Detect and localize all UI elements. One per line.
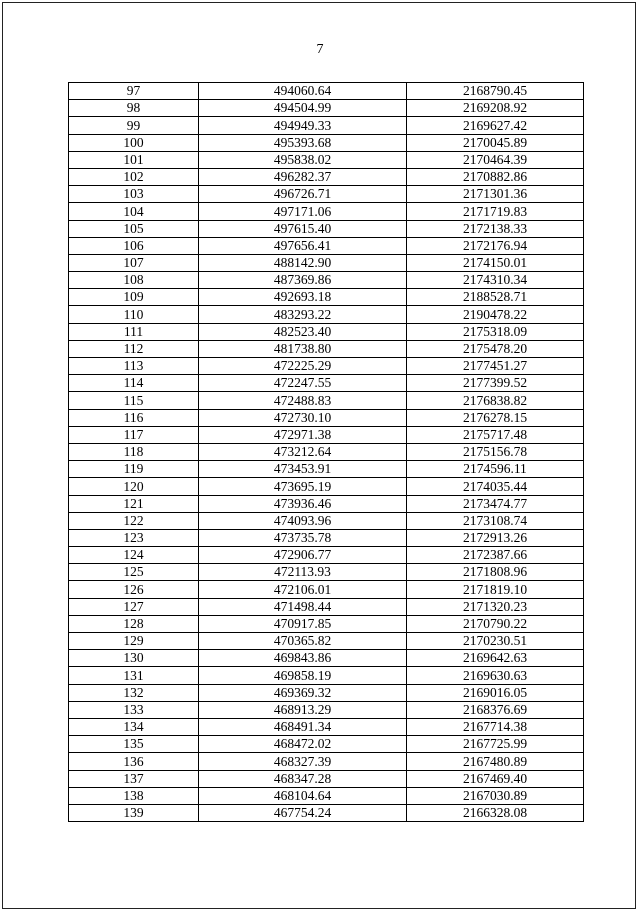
x-coordinate-cell: 468491.34 — [199, 718, 407, 735]
point-number-cell: 135 — [69, 736, 199, 753]
table-row — [69, 151, 584, 168]
y-coordinate-cell: 2171819.10 — [407, 581, 584, 598]
y-coordinate-cell: 2175156.78 — [407, 443, 584, 460]
point-number-cell: 116 — [69, 409, 199, 426]
x-coordinate-cell: 494949.33 — [199, 117, 407, 134]
x-coordinate-cell: 473936.46 — [199, 495, 407, 512]
x-coordinate-cell: 495393.68 — [199, 134, 407, 151]
point-number-cell: 117 — [69, 426, 199, 443]
y-coordinate-cell: 2169642.63 — [407, 650, 584, 667]
x-coordinate-cell: 472488.83 — [199, 392, 407, 409]
x-coordinate-cell: 497656.41 — [199, 237, 407, 254]
table-row — [69, 289, 584, 306]
table-row — [69, 272, 584, 289]
x-coordinate-cell: 492693.18 — [199, 289, 407, 306]
point-number-cell: 123 — [69, 529, 199, 546]
x-coordinate-cell: 473735.78 — [199, 529, 407, 546]
y-coordinate-cell: 2168790.45 — [407, 83, 584, 100]
x-coordinate-cell: 468104.64 — [199, 787, 407, 804]
table-row — [69, 736, 584, 753]
point-number-cell: 100 — [69, 134, 199, 151]
point-number-cell: 131 — [69, 667, 199, 684]
x-coordinate-cell: 468327.39 — [199, 753, 407, 770]
table-row — [69, 375, 584, 392]
point-number-cell: 134 — [69, 718, 199, 735]
point-number-cell: 128 — [69, 615, 199, 632]
x-coordinate-cell: 494060.64 — [199, 83, 407, 100]
coordinates-table — [68, 82, 584, 822]
table-row — [69, 392, 584, 409]
table-row — [69, 358, 584, 375]
x-coordinate-cell: 496726.71 — [199, 186, 407, 203]
x-coordinate-cell: 488142.90 — [199, 254, 407, 271]
point-number-cell: 101 — [69, 151, 199, 168]
point-number-cell: 139 — [69, 804, 199, 821]
x-coordinate-cell: 470365.82 — [199, 633, 407, 650]
x-coordinate-cell: 470917.85 — [199, 615, 407, 632]
point-number-cell: 112 — [69, 340, 199, 357]
y-coordinate-cell: 2167714.38 — [407, 718, 584, 735]
x-coordinate-cell: 482523.40 — [199, 323, 407, 340]
y-coordinate-cell: 2173474.77 — [407, 495, 584, 512]
table-row — [69, 254, 584, 271]
y-coordinate-cell: 2168376.69 — [407, 701, 584, 718]
y-coordinate-cell: 2177399.52 — [407, 375, 584, 392]
y-coordinate-cell: 2172913.26 — [407, 529, 584, 546]
table-row — [69, 220, 584, 237]
y-coordinate-cell: 2169208.92 — [407, 100, 584, 117]
table-row — [69, 237, 584, 254]
table-row — [69, 168, 584, 185]
table-row — [69, 443, 584, 460]
table-row — [69, 667, 584, 684]
table-row — [69, 340, 584, 357]
table-row — [69, 615, 584, 632]
point-number-cell: 136 — [69, 753, 199, 770]
coordinates-table-body — [69, 83, 584, 822]
y-coordinate-cell: 2188528.71 — [407, 289, 584, 306]
x-coordinate-cell: 473212.64 — [199, 443, 407, 460]
x-coordinate-cell: 472113.93 — [199, 564, 407, 581]
table-row — [69, 787, 584, 804]
table-row — [69, 581, 584, 598]
point-number-cell: 110 — [69, 306, 199, 323]
table-row — [69, 134, 584, 151]
y-coordinate-cell: 2171719.83 — [407, 203, 584, 220]
point-number-cell: 99 — [69, 117, 199, 134]
table-row — [69, 684, 584, 701]
table-row — [69, 323, 584, 340]
table-row — [69, 495, 584, 512]
point-number-cell: 122 — [69, 512, 199, 529]
table-row — [69, 186, 584, 203]
y-coordinate-cell: 2173108.74 — [407, 512, 584, 529]
point-number-cell: 132 — [69, 684, 199, 701]
y-coordinate-cell: 2174150.01 — [407, 254, 584, 271]
point-number-cell: 98 — [69, 100, 199, 117]
table-row — [69, 650, 584, 667]
table-row — [69, 701, 584, 718]
y-coordinate-cell: 2190478.22 — [407, 306, 584, 323]
table-row — [69, 633, 584, 650]
x-coordinate-cell: 474093.96 — [199, 512, 407, 529]
point-number-cell: 102 — [69, 168, 199, 185]
y-coordinate-cell: 2170045.89 — [407, 134, 584, 151]
point-number-cell: 111 — [69, 323, 199, 340]
table-row — [69, 529, 584, 546]
x-coordinate-cell: 472106.01 — [199, 581, 407, 598]
point-number-cell: 109 — [69, 289, 199, 306]
point-number-cell: 138 — [69, 787, 199, 804]
table-row — [69, 718, 584, 735]
y-coordinate-cell: 2170230.51 — [407, 633, 584, 650]
point-number-cell: 133 — [69, 701, 199, 718]
table-row — [69, 753, 584, 770]
point-number-cell: 106 — [69, 237, 199, 254]
point-number-cell: 104 — [69, 203, 199, 220]
x-coordinate-cell: 497615.40 — [199, 220, 407, 237]
point-number-cell: 103 — [69, 186, 199, 203]
table-row — [69, 564, 584, 581]
point-number-cell: 121 — [69, 495, 199, 512]
y-coordinate-cell: 2175478.20 — [407, 340, 584, 357]
point-number-cell: 114 — [69, 375, 199, 392]
y-coordinate-cell: 2174310.34 — [407, 272, 584, 289]
point-number-cell: 129 — [69, 633, 199, 650]
point-number-cell: 118 — [69, 443, 199, 460]
point-number-cell: 115 — [69, 392, 199, 409]
x-coordinate-cell: 496282.37 — [199, 168, 407, 185]
point-number-cell: 119 — [69, 461, 199, 478]
x-coordinate-cell: 473453.91 — [199, 461, 407, 478]
y-coordinate-cell: 2176838.82 — [407, 392, 584, 409]
y-coordinate-cell: 2172176.94 — [407, 237, 584, 254]
y-coordinate-cell: 2175717.48 — [407, 426, 584, 443]
x-coordinate-cell: 472225.29 — [199, 358, 407, 375]
point-number-cell: 124 — [69, 547, 199, 564]
y-coordinate-cell: 2167725.99 — [407, 736, 584, 753]
y-coordinate-cell: 2169016.05 — [407, 684, 584, 701]
y-coordinate-cell: 2171320.23 — [407, 598, 584, 615]
point-number-cell: 120 — [69, 478, 199, 495]
table-row — [69, 547, 584, 564]
table-row — [69, 426, 584, 443]
x-coordinate-cell: 473695.19 — [199, 478, 407, 495]
x-coordinate-cell: 472247.55 — [199, 375, 407, 392]
x-coordinate-cell: 472730.10 — [199, 409, 407, 426]
table-row — [69, 306, 584, 323]
y-coordinate-cell: 2172387.66 — [407, 547, 584, 564]
y-coordinate-cell: 2174596.11 — [407, 461, 584, 478]
y-coordinate-cell: 2167469.40 — [407, 770, 584, 787]
x-coordinate-cell: 469369.32 — [199, 684, 407, 701]
y-coordinate-cell: 2170882.86 — [407, 168, 584, 185]
table-row — [69, 598, 584, 615]
y-coordinate-cell: 2171808.96 — [407, 564, 584, 581]
x-coordinate-cell: 471498.44 — [199, 598, 407, 615]
table-row — [69, 83, 584, 100]
x-coordinate-cell: 468913.29 — [199, 701, 407, 718]
y-coordinate-cell: 2169630.63 — [407, 667, 584, 684]
point-number-cell: 105 — [69, 220, 199, 237]
x-coordinate-cell: 467754.24 — [199, 804, 407, 821]
y-coordinate-cell: 2177451.27 — [407, 358, 584, 375]
point-number-cell: 137 — [69, 770, 199, 787]
y-coordinate-cell: 2174035.44 — [407, 478, 584, 495]
x-coordinate-cell: 483293.22 — [199, 306, 407, 323]
point-number-cell: 125 — [69, 564, 199, 581]
x-coordinate-cell: 469843.86 — [199, 650, 407, 667]
x-coordinate-cell: 468472.02 — [199, 736, 407, 753]
point-number-cell: 127 — [69, 598, 199, 615]
y-coordinate-cell: 2170464.39 — [407, 151, 584, 168]
x-coordinate-cell: 481738.80 — [199, 340, 407, 357]
x-coordinate-cell: 487369.86 — [199, 272, 407, 289]
table-row — [69, 461, 584, 478]
y-coordinate-cell: 2176278.15 — [407, 409, 584, 426]
x-coordinate-cell: 469858.19 — [199, 667, 407, 684]
x-coordinate-cell: 472971.38 — [199, 426, 407, 443]
point-number-cell: 130 — [69, 650, 199, 667]
y-coordinate-cell: 2169627.42 — [407, 117, 584, 134]
y-coordinate-cell: 2175318.09 — [407, 323, 584, 340]
y-coordinate-cell: 2167480.89 — [407, 753, 584, 770]
table-row — [69, 409, 584, 426]
table-row — [69, 512, 584, 529]
point-number-cell: 113 — [69, 358, 199, 375]
point-number-cell: 97 — [69, 83, 199, 100]
y-coordinate-cell: 2167030.89 — [407, 787, 584, 804]
y-coordinate-cell: 2170790.22 — [407, 615, 584, 632]
y-coordinate-cell: 2171301.36 — [407, 186, 584, 203]
y-coordinate-cell: 2166328.08 — [407, 804, 584, 821]
x-coordinate-cell: 472906.77 — [199, 547, 407, 564]
point-number-cell: 107 — [69, 254, 199, 271]
table-row — [69, 203, 584, 220]
x-coordinate-cell: 468347.28 — [199, 770, 407, 787]
table-row — [69, 804, 584, 821]
table-row — [69, 770, 584, 787]
y-coordinate-cell: 2172138.33 — [407, 220, 584, 237]
x-coordinate-cell: 495838.02 — [199, 151, 407, 168]
table-row — [69, 478, 584, 495]
page-number: 7 — [316, 42, 324, 57]
point-number-cell: 126 — [69, 581, 199, 598]
table-row — [69, 117, 584, 134]
x-coordinate-cell: 494504.99 — [199, 100, 407, 117]
x-coordinate-cell: 497171.06 — [199, 203, 407, 220]
table-row — [69, 100, 584, 117]
point-number-cell: 108 — [69, 272, 199, 289]
